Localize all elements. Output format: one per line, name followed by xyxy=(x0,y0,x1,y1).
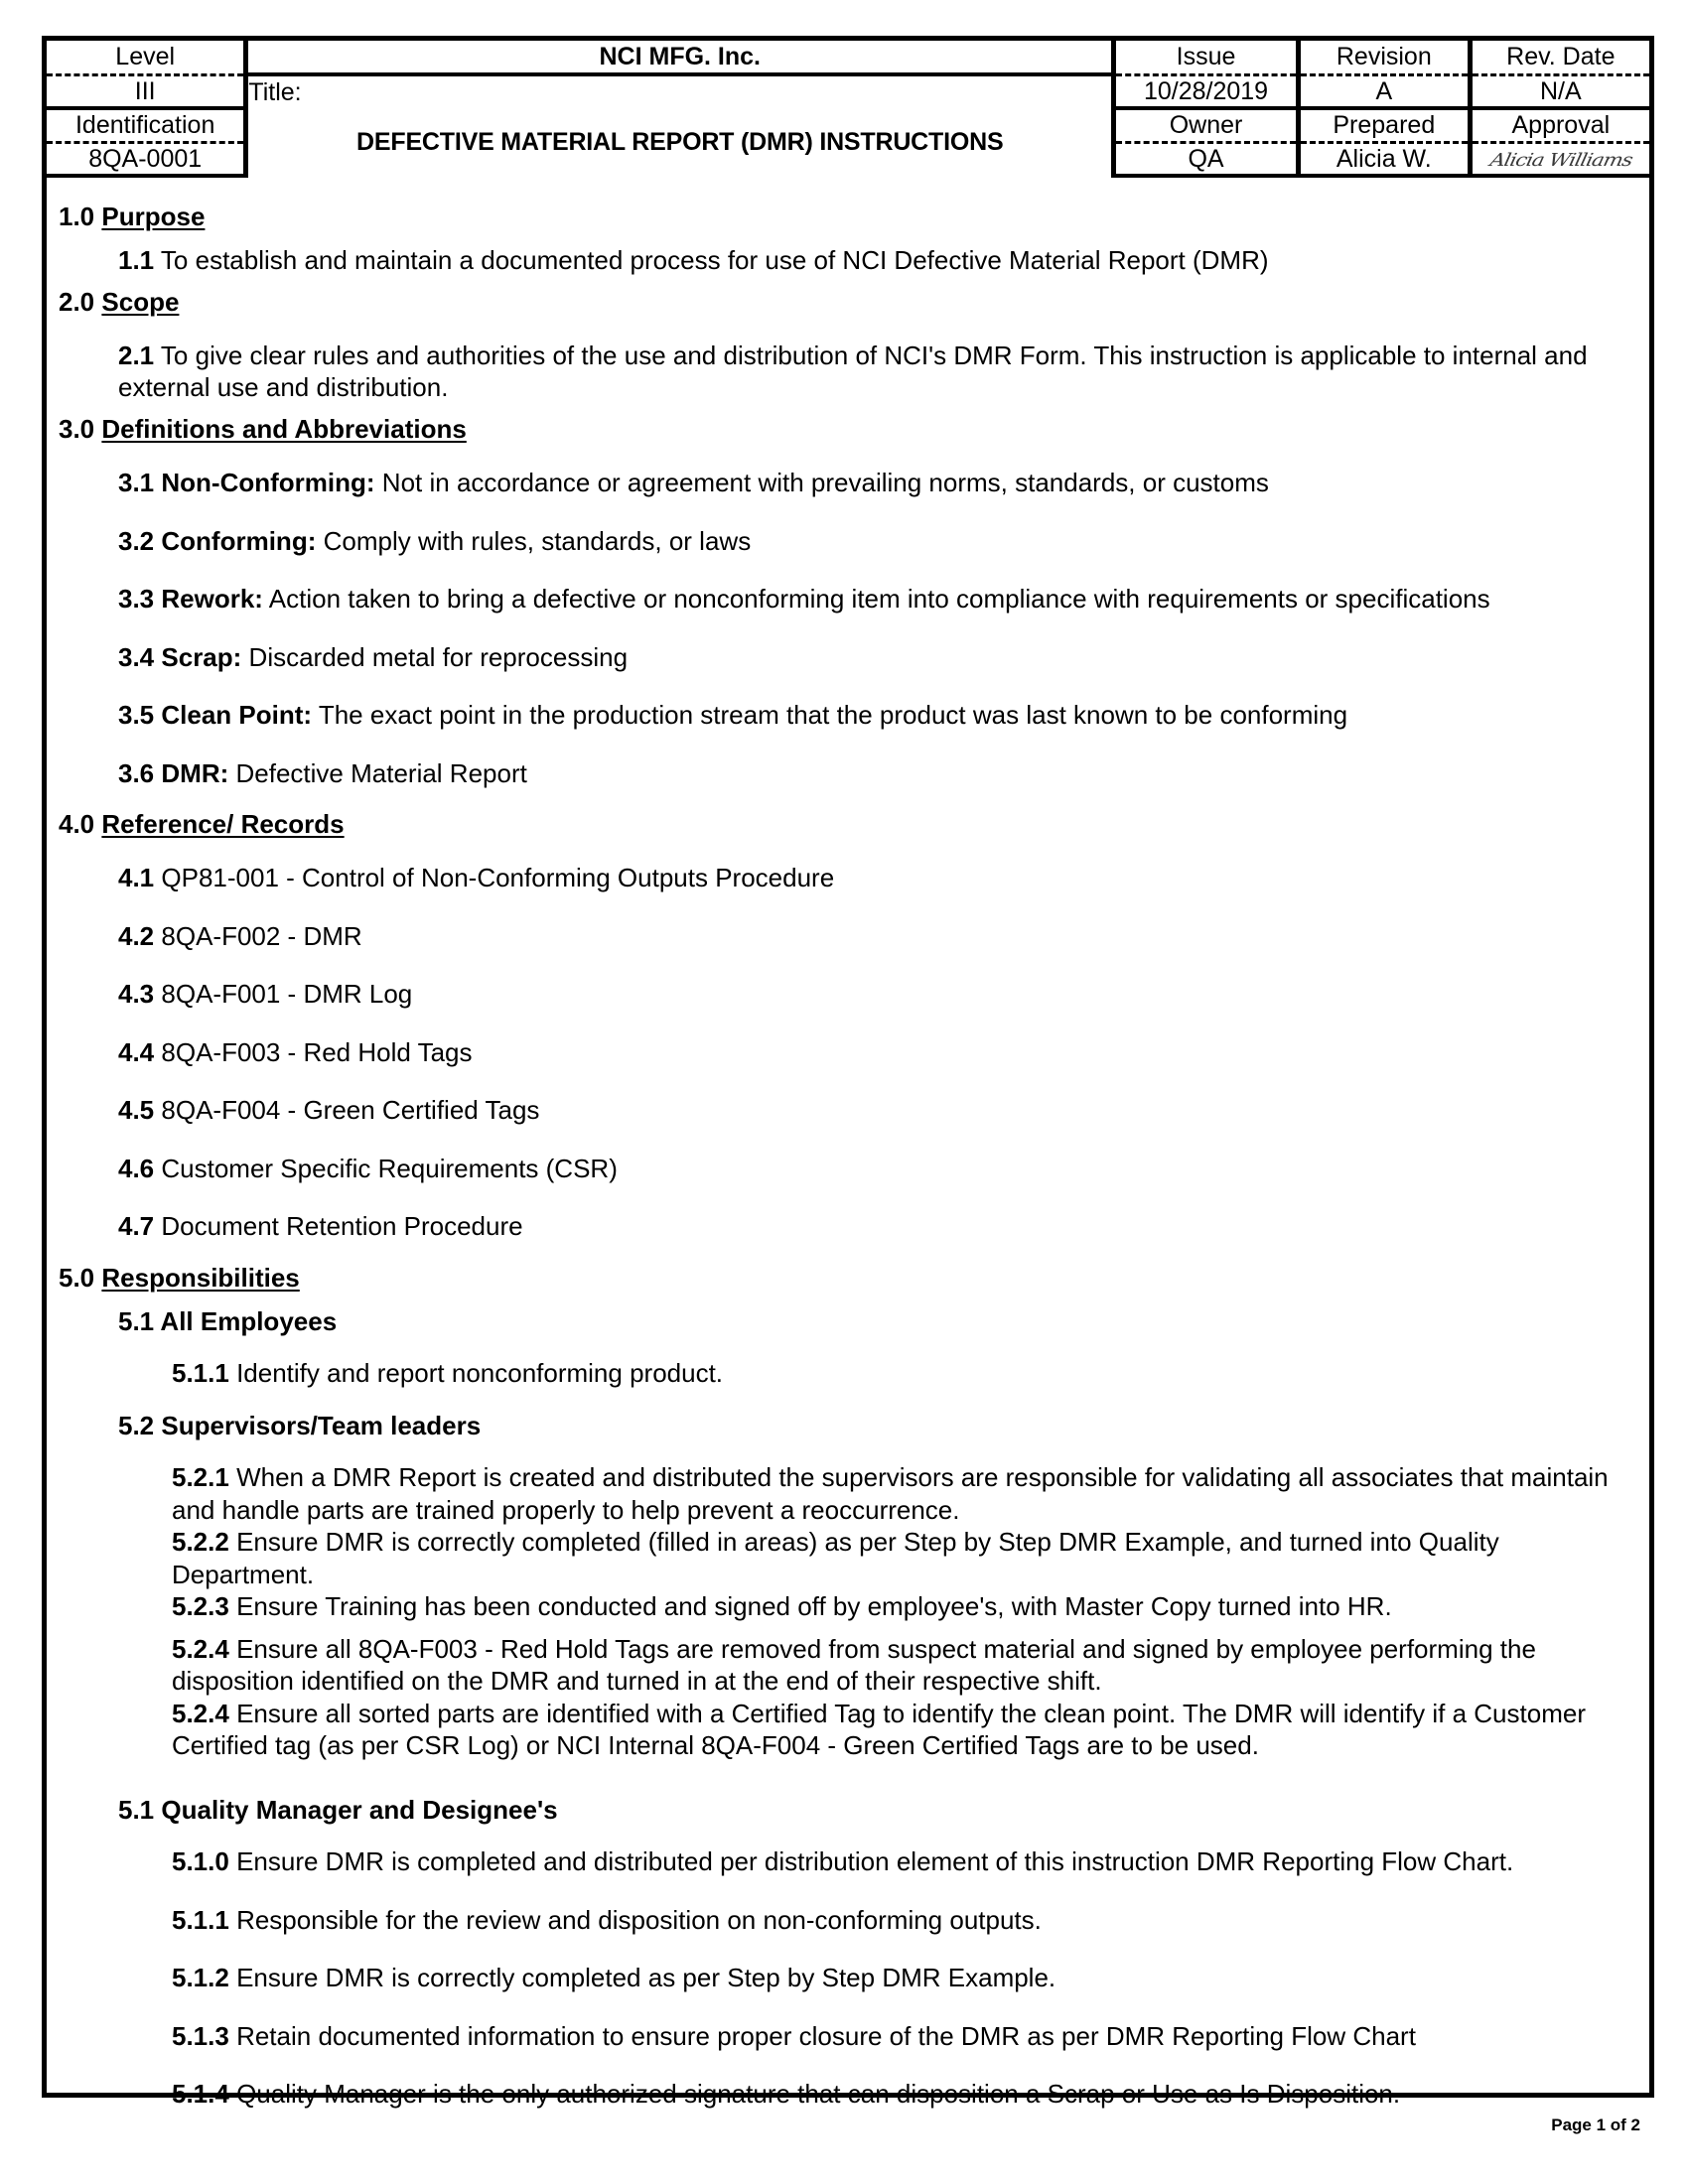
clause-3-1-text: Not in accordance or agreement with prevailing norms, standards, or customs xyxy=(381,468,1269,498)
header-rev-date-value: N/A xyxy=(1470,74,1649,108)
clause-5-2-3-number: 5.2.3 xyxy=(172,1591,229,1622)
header-rev-date-label: Rev. Date xyxy=(1470,41,1649,74)
clause-3-3-term: Rework: xyxy=(161,584,263,614)
clause-5-2-2-text: Ensure DMR is correctly completed (filled in areas) as per Step by Step DMR Example, and turned into Quality Department. xyxy=(172,1527,1499,1589)
document-frame xyxy=(42,36,1654,2110)
clause-3-6-number: 3.6 xyxy=(118,757,155,788)
clause-5-1-1-qm-number: 5.1.1 xyxy=(172,1904,229,1935)
section-1-title: Purpose xyxy=(101,202,206,231)
clause-4-5-number: 4.5 xyxy=(118,1095,155,1126)
header-identification-label: Identification xyxy=(47,108,246,142)
section-5-title: Responsibilities xyxy=(101,1262,300,1293)
clause-3-2-text: Comply with rules, standards, or laws xyxy=(323,525,752,556)
section-3-number: 3.0 xyxy=(59,413,95,444)
clause-3-3-text: Action taken to bring a defective or nonconforming item into compliance with requirements or specifications xyxy=(268,584,1490,614)
clause-4-1-number: 4.1 xyxy=(118,863,155,893)
header-row-1 xyxy=(47,41,1649,74)
clause-4-3-number: 4.3 xyxy=(118,979,155,1010)
clause-3-1-term: Non-Conforming: xyxy=(161,468,375,498)
clause-3-3 xyxy=(57,583,1623,615)
clause-5-1-3-qm-number: 5.1.3 xyxy=(172,2020,229,2051)
header-approval-label: Approval xyxy=(1470,108,1649,142)
document-body xyxy=(47,192,1649,2111)
subsection-heading-5-2-supervisors xyxy=(57,1410,1623,1442)
section-2-number: 2.0 xyxy=(59,286,95,317)
clause-5-2-4-b xyxy=(57,1698,1623,1762)
clause-4-7-text: Document Retention Procedure xyxy=(161,1211,523,1242)
header-company-name: NCI MFG. Inc. xyxy=(246,41,1114,74)
clause-5-2-2-number: 5.2.2 xyxy=(172,1527,229,1558)
clause-2-1-number: 2.1 xyxy=(118,340,155,370)
clause-1-1-number: 1.1 xyxy=(118,245,155,276)
subsection-heading-5-1-all-employees xyxy=(57,1305,1623,1338)
clause-3-5-text: The exact point in the production stream that the product was last known to be conforming xyxy=(318,700,1348,731)
approval-signature: Alicia Williams xyxy=(1487,149,1634,170)
section-3-title: Definitions and Abbreviations xyxy=(101,413,467,444)
clause-5-1-2-qm xyxy=(57,1962,1623,1994)
section-4-number: 4.0 xyxy=(59,809,95,840)
clause-3-5 xyxy=(57,699,1623,732)
header-issue-label: Issue xyxy=(1114,41,1299,74)
clause-5-1-1 xyxy=(57,1357,1623,1390)
clause-3-3-number: 3.3 xyxy=(118,584,155,614)
section-heading-5 xyxy=(57,1263,1623,1294)
clause-5-1-4-qm-number: 5.1.4 xyxy=(172,2079,229,2110)
header-owner-value: QA xyxy=(1114,142,1299,176)
clause-4-6-number: 4.6 xyxy=(118,1153,155,1183)
clause-4-4-number: 4.4 xyxy=(118,1036,155,1067)
clause-3-5-term: Clean Point: xyxy=(161,700,313,731)
clause-4-4 xyxy=(57,1036,1623,1069)
clause-5-1-1-qm xyxy=(57,1904,1623,1937)
header-level-label: Level xyxy=(47,41,246,74)
subsection-5-1-number: 5.1 xyxy=(118,1305,155,1336)
clause-3-1 xyxy=(57,467,1623,499)
clause-5-1-2-qm-text: Ensure DMR is correctly completed as per Step by Step DMR Example. xyxy=(236,1963,1056,1993)
clause-5-2-1 xyxy=(57,1461,1623,1526)
header-document-title: DEFECTIVE MATERIAL REPORT (DMR) INSTRUCTIONS xyxy=(246,108,1114,176)
clause-4-5 xyxy=(57,1094,1623,1127)
header-level-value: III xyxy=(47,74,246,108)
clause-5-2-3-text: Ensure Training has been conducted and signed off by employee's, with Master Copy turned into HR. xyxy=(236,1591,1392,1622)
clause-3-2-number: 3.2 xyxy=(118,525,155,556)
clause-3-2-term: Conforming: xyxy=(161,525,317,556)
clause-3-4 xyxy=(57,641,1623,674)
clause-4-4-text: 8QA-F003 - Red Hold Tags xyxy=(161,1036,473,1067)
page-footer: Page 1 of 2 xyxy=(1551,2116,1640,2134)
clause-4-3 xyxy=(57,978,1623,1011)
document-header-table xyxy=(47,41,1649,178)
section-heading-2 xyxy=(57,287,1623,318)
clause-3-5-number: 3.5 xyxy=(118,700,155,731)
header-prepared-label: Prepared xyxy=(1298,108,1470,142)
clause-2-1 xyxy=(57,340,1623,404)
subsection-5-1-qm-title: Quality Manager and Designee's xyxy=(161,1794,558,1825)
subsection-5-2-number: 5.2 xyxy=(118,1410,155,1440)
section-2-title: Scope xyxy=(101,286,180,317)
clause-4-6-text: Customer Specific Requirements (CSR) xyxy=(161,1153,618,1183)
clause-4-5-text: 8QA-F004 - Green Certified Tags xyxy=(161,1095,540,1126)
clause-5-2-4-a-text: Ensure all 8QA-F003 - Red Hold Tags are removed from suspect material and signed by employee performing the disposition identified on the DMR and turned in at the end of their respective shift. xyxy=(172,1633,1536,1697)
header-revision-value: A xyxy=(1298,74,1470,108)
clause-1-1 xyxy=(57,244,1623,277)
clause-4-3-text: 8QA-F001 - DMR Log xyxy=(161,979,413,1010)
clause-5-2-4-a-number: 5.2.4 xyxy=(172,1633,229,1664)
section-heading-3 xyxy=(57,414,1623,445)
clause-5-1-2-qm-number: 5.1.2 xyxy=(172,1963,229,1993)
clause-5-2-2 xyxy=(57,1526,1623,1590)
subsection-heading-5-1-quality-manager xyxy=(57,1794,1623,1827)
header-revision-label: Revision xyxy=(1298,41,1470,74)
subsection-5-2-title: Supervisors/Team leaders xyxy=(161,1410,482,1440)
clause-3-4-term: Scrap: xyxy=(161,641,242,672)
clause-3-6-term: DMR: xyxy=(161,757,229,788)
clause-5-2-3 xyxy=(57,1590,1623,1623)
header-row-2 xyxy=(47,74,1649,108)
clause-4-7 xyxy=(57,1210,1623,1243)
header-issue-value: 10/28/2019 xyxy=(1114,74,1299,108)
header-identification-value: 8QA-0001 xyxy=(47,142,246,176)
clause-3-2 xyxy=(57,525,1623,558)
header-row-3 xyxy=(47,108,1649,142)
subsection-5-1-title: All Employees xyxy=(160,1305,338,1336)
clause-2-1-text: To give clear rules and authorities of the use and distribution of NCI's DMR Form. This instruction is applicable to internal and external use and distribution. xyxy=(118,340,1588,403)
clause-5-1-3-qm xyxy=(57,2020,1623,2053)
header-prepared-value: Alicia W. xyxy=(1298,142,1470,176)
section-1-number: 1.0 xyxy=(59,202,95,231)
clause-5-1-0 xyxy=(57,1845,1623,1878)
clause-3-4-number: 3.4 xyxy=(118,641,155,672)
clause-5-1-3-qm-text: Retain documented information to ensure proper closure of the DMR as per DMR Reporting Flow Chart xyxy=(236,2020,1416,2051)
clause-5-1-4-qm-text: Quality Manager is the only authorized signature that can disposition a Scrap or Use as Is Disposition. xyxy=(236,2079,1401,2110)
clause-4-6 xyxy=(57,1153,1623,1185)
clause-1-1-text: To establish and maintain a documented process for use of NCI Defective Material Report (DMR) xyxy=(160,245,1269,276)
clause-4-7-number: 4.7 xyxy=(118,1211,155,1242)
clause-5-1-1-qm-text: Responsible for the review and disposition on non-conforming outputs. xyxy=(236,1904,1042,1935)
clause-4-2-number: 4.2 xyxy=(118,920,155,951)
clause-3-4-text: Discarded metal for reprocessing xyxy=(248,641,629,672)
clause-5-1-1-number: 5.1.1 xyxy=(172,1358,229,1389)
clause-5-2-4-b-text: Ensure all sorted parts are identified with a Certified Tag to identify the clean point. The DMR will identify if a Customer Certified tag (as per CSR Log) or NCI Internal 8QA-F004 - Green Certified Tags are to be used. xyxy=(172,1698,1586,1761)
clause-5-2-4-b-number: 5.2.4 xyxy=(172,1698,229,1728)
clause-3-6-text: Defective Material Report xyxy=(235,757,527,788)
clause-3-1-number: 3.1 xyxy=(118,468,155,498)
section-5-number: 5.0 xyxy=(59,1262,95,1293)
clause-4-2-text: 8QA-F002 - DMR xyxy=(161,920,362,951)
clause-5-1-0-text: Ensure DMR is completed and distributed per distribution element of this instruction DMR Reporting Flow Chart. xyxy=(236,1846,1514,1877)
clause-4-1 xyxy=(57,862,1623,894)
clause-5-1-0-number: 5.1.0 xyxy=(172,1846,229,1877)
clause-4-2 xyxy=(57,920,1623,953)
clause-5-2-1-number: 5.2.1 xyxy=(172,1462,229,1493)
header-approval-signature-cell xyxy=(1470,142,1649,176)
section-heading-1 xyxy=(57,202,1623,232)
section-heading-4 xyxy=(57,809,1623,840)
clause-5-2-1-text: When a DMR Report is created and distributed the supervisors are responsible for validating all associates that maintain and handle parts are trained properly to help prevent a reoccurrence. xyxy=(172,1462,1609,1525)
clause-5-2-4-a xyxy=(57,1633,1623,1698)
subsection-5-1-qm-number: 5.1 xyxy=(118,1794,155,1825)
header-title-label: Title: xyxy=(246,74,1114,108)
clause-3-6 xyxy=(57,757,1623,790)
clause-4-1-text: QP81-001 - Control of Non-Conforming Outputs Procedure xyxy=(161,863,835,893)
section-4-title: Reference/ Records xyxy=(101,809,345,840)
clause-5-1-1-text: Identify and report nonconforming product. xyxy=(236,1358,724,1389)
clause-5-1-4-qm xyxy=(57,2078,1623,2111)
header-owner-label: Owner xyxy=(1114,108,1299,142)
